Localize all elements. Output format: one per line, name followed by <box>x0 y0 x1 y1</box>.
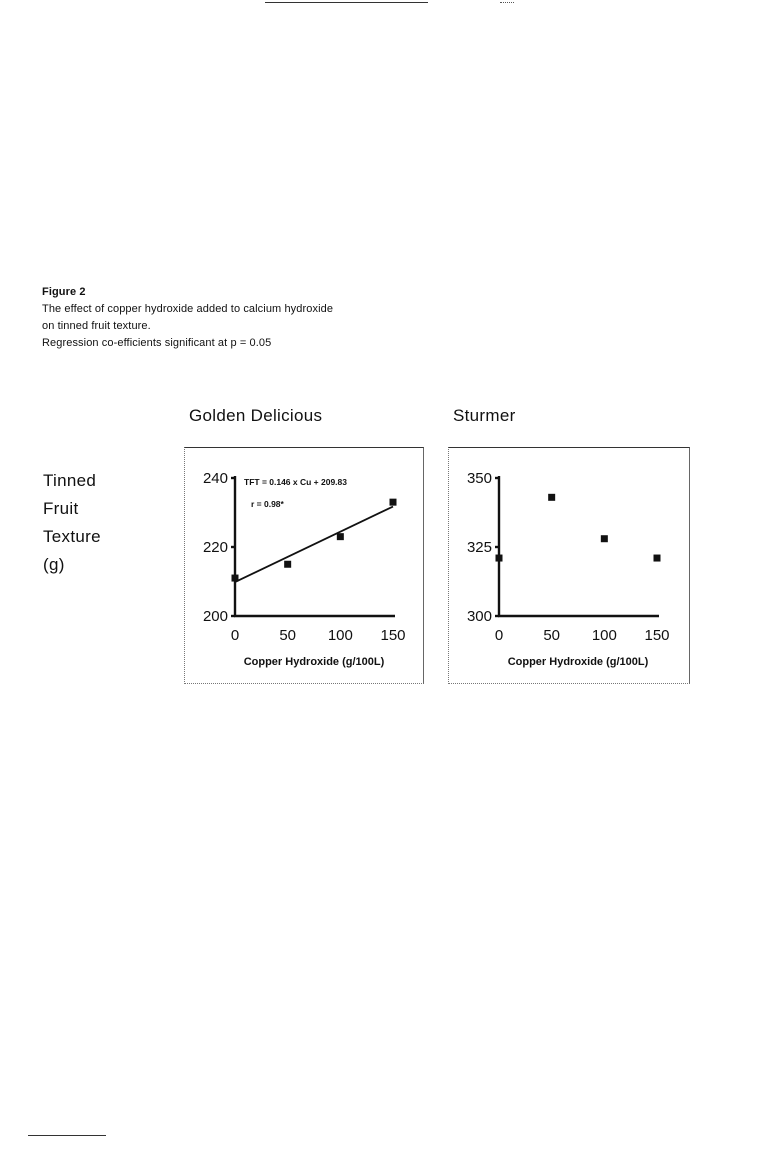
figure-caption <box>42 284 462 352</box>
y-axis-label-line-3: Texture <box>43 527 101 546</box>
y-tick-label: 220 <box>202 539 228 556</box>
x-axis-label: Copper Hydroxide (g/100L) <box>243 656 385 668</box>
x-axis-label: Copper Hydroxide (g/100L) <box>507 656 649 668</box>
x-tick-label: 100 <box>591 627 617 644</box>
y-tick-label: 325 <box>466 539 492 556</box>
chart-sturmer <box>449 448 691 685</box>
data-point <box>390 499 397 506</box>
top-rule <box>265 2 428 3</box>
y-axis-label-line-1: Tinned <box>43 471 97 490</box>
x-tick-label: 150 <box>380 627 406 644</box>
caption-line-1: The effect of copper hydroxide added to calcium hydroxide <box>42 303 334 315</box>
y-axis-label <box>43 467 101 579</box>
regression-equation: TFT = 0.146 x Cu + 209.83 <box>244 477 348 487</box>
chart-title-sturmer: Sturmer <box>453 406 516 425</box>
y-tick-label: 200 <box>202 608 228 625</box>
x-tick-label: 0 <box>230 627 240 644</box>
top-rule-mark <box>500 2 514 3</box>
data-point <box>284 561 291 568</box>
data-point <box>232 575 239 582</box>
y-tick-label: 350 <box>466 470 492 487</box>
chart-panel-golden-delicious <box>184 447 424 684</box>
data-point <box>337 533 344 540</box>
y-axis-label-line-2: Fruit <box>43 499 79 518</box>
data-point <box>601 535 608 542</box>
x-tick-label: 150 <box>644 627 670 644</box>
chart-title-golden-delicious: Golden Delicious <box>189 406 323 425</box>
chart-panel-sturmer <box>448 447 690 684</box>
caption-line-2: on tinned fruit texture. <box>42 320 151 332</box>
y-axis-label-line-4: (g) <box>43 555 65 574</box>
x-tick-label: 100 <box>327 627 353 644</box>
caption-line-3: Regression co-efficients significant at p = 0.05 <box>42 337 272 349</box>
figure-label: Figure 2 <box>42 286 86 298</box>
data-point <box>654 555 661 562</box>
x-tick-label: 0 <box>494 627 504 644</box>
y-tick-label: 240 <box>202 470 228 487</box>
chart-golden-delicious <box>185 448 425 685</box>
x-tick-label: 50 <box>543 627 561 644</box>
bottom-rule <box>28 1135 106 1136</box>
y-tick-label: 300 <box>466 608 492 625</box>
data-point <box>496 555 503 562</box>
x-tick-label: 50 <box>279 627 297 644</box>
data-point <box>548 494 555 501</box>
correlation-coefficient: r = 0.98* <box>251 499 284 509</box>
regression-line <box>235 507 393 583</box>
